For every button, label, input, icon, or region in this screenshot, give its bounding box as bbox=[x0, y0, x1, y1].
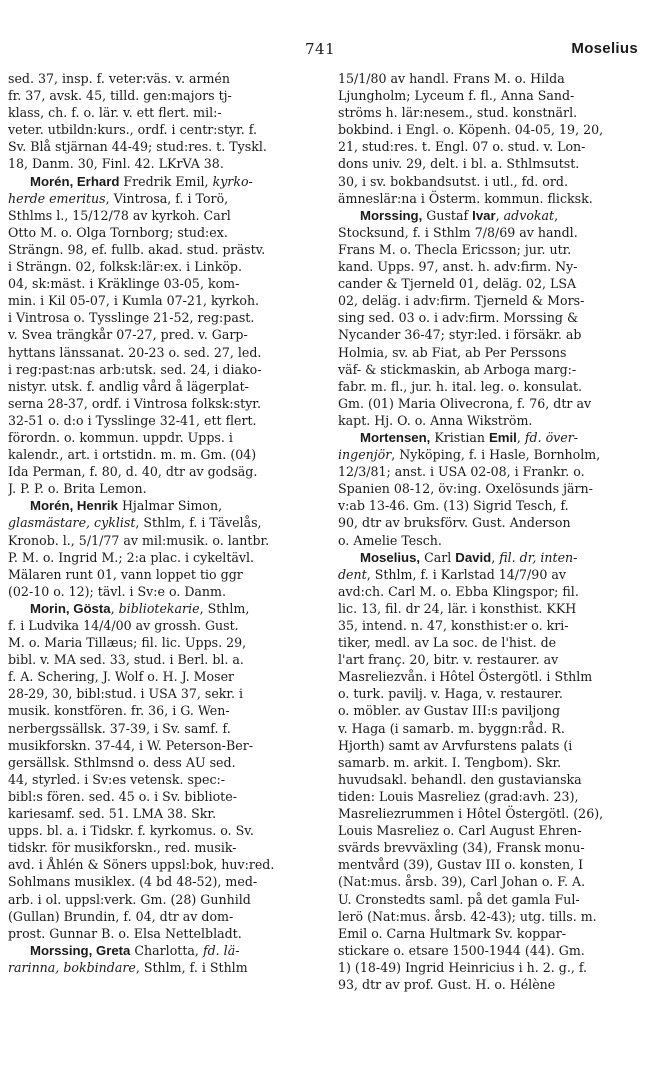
running-head: Moselius bbox=[571, 40, 638, 57]
text-line bbox=[338, 788, 630, 805]
entry-text: arb. i ol. uppsl:verk. Gm. (28) Gunhild bbox=[8, 891, 251, 907]
headword-name: Moselius, bbox=[360, 549, 421, 565]
entry-text: f. A. Schering, J. Wolf o. H. J. Moser bbox=[8, 669, 235, 685]
entry-text: M. o. Maria Tillæus; fil. lic. Upps. 29, bbox=[8, 635, 247, 651]
text-line bbox=[338, 651, 630, 668]
headword-name: David bbox=[455, 549, 492, 565]
entry-text: v. Svea trängkår 07-27, pred. v. Garp- bbox=[8, 327, 248, 343]
entry-text: väf- & stickmaskin, ab Arboga marg:- bbox=[338, 361, 577, 377]
entry-text: 02, deläg. i adv:firm. Tjerneld & Mors- bbox=[338, 293, 585, 309]
entry-text: o. turk. pavilj. v. Haga, v. restaurer. bbox=[338, 686, 563, 702]
entry-text: Masreliezrummen i Hôtel Östergötl. (26), bbox=[338, 806, 604, 822]
entry-text: Hjorth) samt av Arvfurstens palats (i bbox=[338, 737, 573, 753]
entry-title: advokat bbox=[503, 207, 555, 223]
entry-text: Kristian bbox=[430, 429, 489, 445]
text-line bbox=[8, 668, 300, 685]
entry-text: Ljungholm; Lyceum f. fl., Anna Sand- bbox=[338, 88, 575, 104]
entry-text: , bbox=[110, 600, 119, 616]
text-line bbox=[338, 702, 630, 719]
text-line bbox=[8, 378, 300, 395]
text-line bbox=[338, 344, 630, 361]
text-line bbox=[338, 822, 630, 839]
entry-text: ämneslär:na i Österm. kommun. flicksk. bbox=[338, 190, 593, 206]
entry-text: Nycander 36-47; styr:led. i försäkr. ab bbox=[338, 327, 582, 343]
entry-text: Carl bbox=[420, 549, 456, 565]
entry-text: 30, i sv. bokbandsutst. i utl., fd. ord. bbox=[338, 173, 568, 189]
text-line bbox=[338, 395, 630, 412]
entry-text: fabr. m. fl., jur. h. ital. leg. o. konsulat. bbox=[338, 378, 583, 394]
entry-headword-line bbox=[338, 549, 630, 566]
headword-name: Morssing, bbox=[360, 207, 423, 223]
entry-text: , bbox=[554, 207, 559, 223]
text-line bbox=[8, 344, 300, 361]
text-line bbox=[338, 378, 630, 395]
entry-text: , Sthlm, bbox=[199, 600, 250, 616]
text-line bbox=[8, 121, 300, 138]
entry-text: min. i Kil 05-07, i Kumla 07-21, kyrkoh. bbox=[8, 293, 260, 309]
text-line bbox=[338, 737, 630, 754]
entry-text: 1) (18-49) Ingrid Heinricius i h. 2. g., f. bbox=[338, 959, 588, 975]
entry-text: Sohlmans musiklex. (4 bd 48-52), med- bbox=[8, 874, 258, 890]
text-line bbox=[8, 480, 300, 497]
entry-text: Emil o. Carna Hultmark Sv. koppar- bbox=[338, 925, 567, 941]
entry-text: avd. i Åhlén & Söners uppsl:bok, huv:red. bbox=[8, 857, 275, 873]
text-line bbox=[8, 258, 300, 275]
text-line bbox=[8, 412, 300, 429]
entry-text: , Sthlm, f. i Karlstad 14/7/90 av bbox=[366, 566, 566, 582]
entry-text: 04, sk:mäst. i Kräklinge 03-05, kom- bbox=[8, 276, 240, 292]
entry-text: Louis Masreliez o. Carl August Ehren- bbox=[338, 823, 582, 839]
text-line bbox=[338, 583, 630, 600]
text-line bbox=[338, 173, 630, 190]
entry-title: kyrko- bbox=[212, 173, 253, 189]
entry-text: Masreliezvån. i Hôtel Östergötl. i Sthlm bbox=[338, 669, 593, 685]
text-line bbox=[8, 155, 300, 172]
text-line bbox=[8, 805, 300, 822]
entry-text: fr. 37, avsk. 45, tilld. gen:majors tj- bbox=[8, 88, 232, 104]
entry-text: Fredrik Emil, bbox=[119, 173, 213, 189]
text-line bbox=[8, 190, 300, 207]
entry-text: samarb. m. arkit. I. Tengbom). Skr. bbox=[338, 754, 562, 770]
entry-title: rarinna, bokbindare bbox=[8, 959, 136, 975]
text-line bbox=[8, 634, 300, 651]
entry-text: 90, dtr av bruksförv. Gust. Anderson bbox=[338, 515, 571, 531]
text-line bbox=[338, 720, 630, 737]
entry-text: 93, dtr av prof. Gust. H. o. Hélène bbox=[338, 976, 556, 992]
entry-title: dent bbox=[338, 566, 367, 582]
entry-text: musikforskn. 37-44, i W. Peterson-Ber- bbox=[8, 737, 254, 753]
text-line bbox=[8, 754, 300, 771]
headword-name: Morssing, Greta bbox=[30, 942, 131, 958]
text-line bbox=[8, 959, 300, 976]
left-column bbox=[8, 70, 300, 976]
text-line bbox=[8, 873, 300, 890]
entry-text: kalendr., art. i ortstidn. m. m. Gm. (04) bbox=[8, 447, 257, 463]
entry-text: Gm. (01) Maria Olivecrona, f. 76, dtr av bbox=[338, 395, 592, 411]
entry-text: huvudsakl. behandl. den gustavianska bbox=[338, 771, 582, 787]
text-line bbox=[8, 138, 300, 155]
text-line bbox=[338, 925, 630, 942]
entry-text: Mälaren runt 01, vann loppet tio ggr bbox=[8, 566, 243, 582]
text-line bbox=[338, 754, 630, 771]
entry-text: kapt. Hj. O. o. Anna Wikström. bbox=[338, 412, 533, 428]
entry-text: avd:ch. Carl M. o. Ebba Klingspor; fil. bbox=[338, 583, 579, 599]
entry-text: Otto M. o. Olga Tornborg; stud:ex. bbox=[8, 224, 228, 240]
entry-text: dons univ. 29, delt. i bl. a. Sthlmsutst. bbox=[338, 156, 580, 172]
text-line bbox=[338, 976, 630, 993]
entry-text: klass, ch. f. o. lär. v. ett flert. mil:- bbox=[8, 105, 222, 121]
text-line bbox=[338, 241, 630, 258]
entry-text: prost. Gunnar B. o. Elsa Nettelbladt. bbox=[8, 925, 242, 941]
entry-text: f. i Ludvika 14/4/00 av grossh. Gust. bbox=[8, 618, 239, 633]
entry-text: Hjalmar Simon, bbox=[117, 498, 223, 514]
entry-text: o. Amelie Tesch. bbox=[338, 532, 442, 548]
text-line bbox=[338, 70, 630, 87]
entry-text: i reg:past:nas arb:utsk. sed. 24, i diako- bbox=[8, 361, 262, 377]
entry-text: Kronob. l., 5/1/77 av mil:musik. o. lantbr. bbox=[8, 532, 270, 548]
text-line bbox=[338, 771, 630, 788]
entry-title: fd. över- bbox=[524, 429, 579, 445]
entry-headword-line bbox=[338, 429, 630, 446]
text-line bbox=[8, 429, 300, 446]
entry-text: (Gullan) Brundin, f. 04, dtr av dom- bbox=[8, 908, 234, 924]
text-line bbox=[8, 583, 300, 600]
entry-text: , Sthlm, f. i Sthlm bbox=[135, 959, 248, 975]
right-column bbox=[338, 70, 630, 993]
text-line bbox=[8, 70, 300, 87]
text-line bbox=[338, 634, 630, 651]
text-line bbox=[8, 446, 300, 463]
text-line bbox=[8, 207, 300, 224]
entry-text: , Sthlm, f. i Tävelås, bbox=[135, 515, 262, 531]
text-line bbox=[8, 87, 300, 104]
entry-text: 12/3/81; anst. i USA 02-08, i Frankr. o. bbox=[338, 464, 585, 480]
text-line bbox=[8, 925, 300, 942]
entry-text: Sthlms l., 15/12/78 av kyrkoh. Carl bbox=[8, 207, 231, 223]
text-line bbox=[338, 942, 630, 959]
entry-text: J. P. P. o. Brita Lemon. bbox=[8, 481, 147, 497]
entry-text: o. möbler. av Gustav III:s paviljong bbox=[338, 703, 561, 719]
entry-text: , Nyköping, f. i Hasle, Bornholm, bbox=[391, 447, 601, 463]
text-line bbox=[338, 326, 630, 343]
entry-text: ströms h. lär:nesem., stud. konstnärl. bbox=[338, 105, 578, 121]
entry-title: bibliotekarie bbox=[118, 600, 200, 616]
headword-name: Ivar bbox=[472, 207, 496, 223]
headword-name: Emil bbox=[488, 429, 517, 445]
entry-title: fil. dr, inten- bbox=[499, 549, 578, 565]
entry-text: upps. bl. a. i Tidskr. f. kyrkomus. o. Sv. bbox=[8, 823, 254, 839]
entry-text: bibl. v. MA sed. 33, stud. i Berl. bl. a. bbox=[8, 652, 244, 668]
entry-text: mentvård (39), Gustav III o. konsten, I bbox=[338, 857, 584, 873]
entry-text: lic. 13, fil. dr 24, lär. i konsthist. KKH bbox=[338, 600, 577, 616]
entry-text: , bbox=[491, 549, 500, 565]
text-line bbox=[338, 600, 630, 617]
page-header bbox=[0, 40, 656, 70]
text-line bbox=[338, 497, 630, 514]
entry-text: gersällsk. Sthlmsnd o. dess AU sed. bbox=[8, 754, 236, 770]
text-line bbox=[338, 463, 630, 480]
entry-text: v:ab 13-46. Gm. (13) Sigrid Tesch, f. bbox=[338, 498, 569, 514]
text-line bbox=[338, 805, 630, 822]
text-line bbox=[338, 155, 630, 172]
entry-text: 21, stud:res. t. Engl. 07 o. stud. v. Lon- bbox=[338, 139, 586, 155]
text-line bbox=[338, 566, 630, 583]
text-line bbox=[338, 309, 630, 326]
text-line bbox=[338, 891, 630, 908]
text-line bbox=[338, 668, 630, 685]
text-line bbox=[8, 309, 300, 326]
headword-name: Morin, Gösta bbox=[30, 600, 111, 616]
entry-text: kariesamf. sed. 51. LMA 38. Skr. bbox=[8, 806, 217, 822]
text-line bbox=[338, 856, 630, 873]
text-line bbox=[8, 224, 300, 241]
text-line bbox=[338, 138, 630, 155]
entry-text: 28-29, 30, bibl:stud. i USA 37, sekr. i bbox=[8, 686, 244, 702]
headword-name: Mortensen, bbox=[360, 429, 431, 445]
text-line bbox=[8, 702, 300, 719]
entry-text: , bbox=[495, 207, 504, 223]
entry-text: P. M. o. Ingrid M.; 2:a plac. i cykeltävl. bbox=[8, 549, 255, 565]
text-line bbox=[8, 822, 300, 839]
entry-text: Spanien 08-12, öv:ing. Oxelösunds järn- bbox=[338, 481, 593, 497]
text-line bbox=[338, 685, 630, 702]
text-line bbox=[8, 361, 300, 378]
entry-text: Holmia, sv. ab Fiat, ab Per Perssons bbox=[338, 344, 567, 360]
page-number: 741 bbox=[305, 40, 336, 58]
entry-text: 15/1/80 av handl. Frans M. o. Hilda bbox=[338, 71, 565, 86]
entry-text: nerbergssällsk. 37-39, i Sv. samf. f. bbox=[8, 720, 231, 736]
entry-text: 18, Danm. 30, Finl. 42. LKrVA 38. bbox=[8, 156, 224, 172]
text-line bbox=[8, 737, 300, 754]
entry-text: Frans M. o. Thecla Ericsson; jur. utr. bbox=[338, 241, 572, 257]
text-line bbox=[8, 891, 300, 908]
entry-text: cander & Tjerneld 01, deläg. 02, LSA bbox=[338, 276, 577, 292]
text-line bbox=[8, 908, 300, 925]
entry-title: glasmästare, cyklist bbox=[8, 515, 136, 531]
entry-text: i Strängn. 02, folksk:lär:ex. i Linköp. bbox=[8, 259, 242, 275]
text-line bbox=[338, 839, 630, 856]
text-line bbox=[338, 908, 630, 925]
text-line bbox=[338, 480, 630, 497]
entry-text: (Nat:mus. årsb. 39), Carl Johan o. F. A. bbox=[338, 874, 586, 890]
entry-text: i Vintrosa o. Tysslinge 21-52, reg:past. bbox=[8, 310, 255, 326]
entry-text: Ida Perman, f. 80, d. 40, dtr av godsäg. bbox=[8, 464, 258, 480]
entry-headword-line bbox=[338, 207, 630, 224]
headword-name: Morén, Henrik bbox=[30, 498, 118, 514]
entry-text: Stocksund, f. i Sthlm 7/8/69 av handl. bbox=[338, 224, 578, 240]
text-line bbox=[338, 514, 630, 531]
text-line bbox=[8, 326, 300, 343]
text-line bbox=[8, 104, 300, 121]
headword-name: Morén, Erhard bbox=[30, 173, 120, 189]
entry-text: 32-51 o. d:o i Tysslinge 32-41, ett flert. bbox=[8, 412, 257, 428]
entry-text: tiker, medl. av La soc. de l'hist. de bbox=[338, 635, 557, 651]
text-line bbox=[8, 275, 300, 292]
entry-text: Gustaf bbox=[422, 207, 473, 223]
text-line bbox=[338, 873, 630, 890]
text-line bbox=[8, 514, 300, 531]
entry-title: fd. lä- bbox=[202, 942, 240, 958]
text-line bbox=[338, 412, 630, 429]
text-line bbox=[8, 532, 300, 549]
entry-headword-line bbox=[8, 600, 300, 617]
text-line bbox=[8, 549, 300, 566]
text-line bbox=[8, 617, 300, 634]
text-line bbox=[8, 241, 300, 258]
entry-text: hyttans länssanat. 20-23 o. sed. 27, led. bbox=[8, 344, 262, 360]
text-line bbox=[338, 121, 630, 138]
entry-headword-line bbox=[8, 497, 300, 514]
entry-text: Sv. Blå stjärnan 44-49; stud:res. t. Tyskl. bbox=[8, 139, 267, 155]
entry-text: sing sed. 03 o. i adv:firm. Morssing & bbox=[338, 310, 579, 326]
entry-text: tidskr. för musikforskn., red. musik- bbox=[8, 840, 237, 856]
text-line bbox=[8, 685, 300, 702]
entry-text: U. Cronstedts saml. på det gamla Ful- bbox=[338, 891, 580, 907]
entry-text: v. Haga (i samarb. m. byggn:råd. R. bbox=[338, 720, 565, 736]
text-line bbox=[338, 87, 630, 104]
entry-text: Strängn. 98, ef. fullb. akad. stud. prästv. bbox=[8, 241, 266, 257]
entry-text: , bbox=[516, 429, 525, 445]
entry-text: sed. 37, insp. f. veter:väs. v. armén bbox=[8, 71, 231, 86]
entry-title: herde emeritus bbox=[8, 190, 106, 206]
text-line bbox=[338, 190, 630, 207]
text-line bbox=[8, 788, 300, 805]
entry-text: veter. utbildn:kurs., ordf. i centr:styr. f. bbox=[8, 122, 258, 138]
text-line bbox=[338, 446, 630, 463]
text-line bbox=[8, 463, 300, 480]
text-line bbox=[338, 258, 630, 275]
text-line bbox=[338, 292, 630, 309]
entry-headword-line bbox=[8, 942, 300, 959]
text-line bbox=[338, 617, 630, 634]
entry-text: tiden: Louis Masreliez (grad:avh. 23), bbox=[338, 788, 579, 804]
text-line bbox=[338, 361, 630, 378]
text-line bbox=[8, 856, 300, 873]
entry-text: 35, intend. n. 47, konsthist:er o. kri- bbox=[338, 618, 569, 633]
text-line bbox=[8, 720, 300, 737]
entry-text: musik. konstfören. fr. 36, i G. Wen- bbox=[8, 703, 230, 719]
text-line bbox=[8, 651, 300, 668]
text-line bbox=[8, 839, 300, 856]
text-line bbox=[338, 959, 630, 976]
text-line bbox=[338, 224, 630, 241]
entry-text: stickare o. etsare 1500-1944 (44). Gm. bbox=[338, 942, 585, 958]
entry-text: lerö (Nat:mus. årsb. 42-43); utg. tills. m. bbox=[338, 908, 597, 924]
entry-text: förordn. o. kommun. uppdr. Upps. i bbox=[8, 429, 233, 445]
entry-text: bokbind. i Engl. o. Köpenh. 04-05, 19, 20, bbox=[338, 122, 604, 138]
entry-headword-line bbox=[8, 173, 300, 190]
entry-text: nistyr. utsk. f. andlig vård å lägerplat- bbox=[8, 378, 249, 394]
entry-text: l'art franç. 20, bitr. v. restaurer. av bbox=[338, 652, 559, 668]
text-line bbox=[8, 395, 300, 412]
entry-text: serna 28-37, ordf. i Vintrosa folksk:styr. bbox=[8, 395, 261, 411]
entry-title: ingenjör bbox=[338, 447, 392, 463]
entry-text: (02-10 o. 12); tävl. i Sv:e o. Danm. bbox=[8, 583, 226, 599]
entry-text: 44, styrled. i Sv:es vetensk. spec:- bbox=[8, 771, 225, 787]
entry-text: , Vintrosa, f. i Torö, bbox=[105, 190, 229, 206]
entry-text: svärds brevväxling (34), Fransk monu- bbox=[338, 840, 585, 856]
text-line bbox=[8, 771, 300, 788]
text-line bbox=[8, 566, 300, 583]
entry-text: bibl:s fören. sed. 45 o. i Sv. bibliote- bbox=[8, 788, 237, 804]
text-line bbox=[338, 275, 630, 292]
text-line bbox=[338, 532, 630, 549]
entry-text: Charlotta, bbox=[130, 942, 203, 958]
text-line bbox=[8, 292, 300, 309]
text-line bbox=[338, 104, 630, 121]
entry-text: kand. Upps. 97, anst. h. adv:firm. Ny- bbox=[338, 259, 578, 275]
